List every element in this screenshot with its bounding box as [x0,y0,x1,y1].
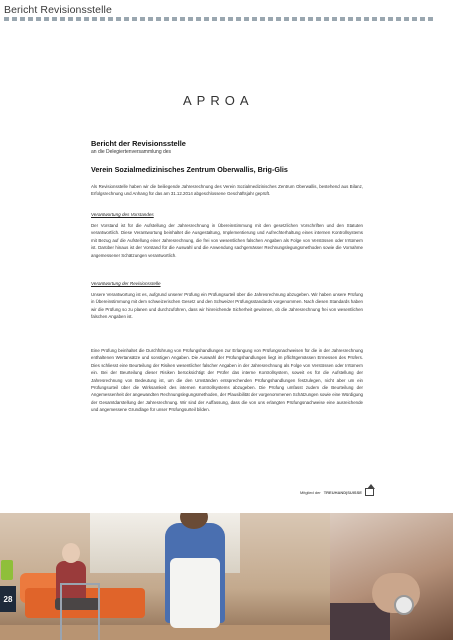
revision-paragraph-2: Eine Prüfung beinhaltet die Durchführung von Prüfungshandlungen zur Erlangung von Prüfungsnachweisen für die in der Jahresrechnung enthaltenen Wertansätze und sonstigen Angaben. Die Auswahl der Prüfungshandlungen liegt im pflichtgemässen Ermessen des Prüfers. Dies schliesst eine Beurteilung der Risiken wesentlicher falscher Angaben in der Jahresrechnung als Folge von Verstössen oder Irrtümern ein. Bei der Beurteilung dieser Risiken berücksichtigt der Prüfer das interne Kontrollsystem, soweit es für die Aufstellung der Jahresrechnung von Bedeutung ist, um die den Umständen entsprechenden Prüfungshandlungen festzulegen, nicht aber um ein Prüfungsurteil über die Wirksamkeit des internen Kontrollsystems abzugeben. Die Prüfung umfasst zudem die Beurteilung der Angemessenheit der angewandten Rechnungslegungsmethoden, der Plausibilität der vorgenommenen Schätzungen sowie eine Würdigung der Gesamtdarstellung der Jahresrechnung. Wir sind der Auffassung, dass die von uns erlangten Prüfungsnachweise eine ausreichende und angemessene Grundlage für unser Prüfungsurteil bilden. [91,348,363,413]
divider-dash [300,17,305,21]
divider-dash [76,17,81,21]
page-header-title: Bericht Revisionsstelle [4,4,112,16]
divider-dash [316,17,321,21]
membership-brand: TREUHAND|SUISSE [323,489,362,495]
divider-dash [204,17,209,21]
divider-dash [332,17,337,21]
divider-dash [44,17,49,21]
divider-dash [364,17,369,21]
divider-dash [28,17,33,21]
divider-dash [428,17,433,21]
divider-dash [92,17,97,21]
divider-dash [124,17,129,21]
divider-dash [284,17,289,21]
divider-dash [340,17,345,21]
walker [60,583,100,640]
intro-paragraph: Als Revisionsstelle haben wir die beiliegende Jahresrechnung des Verein Sozialmedizinisches Zentrum Oberwallis, bestehend aus Bilanz, Erfolgsrechnung und Anhang für das am 31.12.2014 abgeschlossene Geschäftsjahr geprüft. [91,184,363,197]
divider-dash [20,17,25,21]
divider-dash [372,17,377,21]
seated-person-head [62,543,80,563]
divider-dash [252,17,257,21]
section-heading-revisionsstelle: Verantwortung der Revisionsstelle [91,281,161,286]
divider-dash [412,17,417,21]
revision-paragraph-1: Unsere Verantwortung ist es, aufgrund unserer Prüfung ein Prüfungsurteil über die Jahresrechnung abzugeben. Wir haben unsere Prüfung in Übereinstimmung mit dem schweizerischen Gesetz und den Schweizer Prüfungsstandards vorgenommen. Nach diesen Standards haben wir die Prüfung so zu planen und durchzuführen, dass wir hinreichende Sicherheit gewinnen, ob die Jahresrechnung frei von wesentlichen falschen Angaben ist. [91,292,363,320]
divider-dash [164,17,169,21]
divider-dash [228,17,233,21]
divider-dash [380,17,385,21]
divider-dash [60,17,65,21]
divider-dash [132,17,137,21]
divider-dash [244,17,249,21]
header-divider [4,17,436,21]
divider-dash [260,17,265,21]
divider-dash [84,17,89,21]
care-worker-apron [170,558,220,628]
divider-dash [396,17,401,21]
membership-note [300,488,374,496]
house-logo-icon [365,488,374,496]
divider-dash [196,17,201,21]
divider-dash [220,17,225,21]
pocket-watch-icon [394,595,414,615]
divider-dash [404,17,409,21]
divider-dash [148,17,153,21]
divider-dash [268,17,273,21]
divider-dash [388,17,393,21]
divider-dash [4,17,9,21]
divider-dash [68,17,73,21]
vorstand-paragraph: Der Vorstand ist für die Aufstellung der Jahresrechnung in Übereinstimmung mit den gesetzlichen Vorschriften und den Statuten verantwortlich. Diese Verantwortung beinhaltet die Ausgestaltung, Implementierung und Aufrechterhaltung eines internen Kontrollsystems mit Bezug auf die Aufstellung einer Jahresrechnung, die frei von wesentlichen falschen Angaben als Folge von Verstössen oder Irrtümern ist. Darüber hinaus ist der Vorstand für die Auswahl und die Anwendung sachgemässer Rechnungslegungsmethoden sowie die Vornahme angemessener Schätzungen verantwortlich. [91,223,363,258]
report-title: Bericht der Revisionsstelle [91,139,186,148]
divider-dash [108,17,113,21]
divider-dash [36,17,41,21]
membership-label: Mitglied der [300,489,321,495]
report-subtitle: an die Delegiertenversammlung des [91,149,172,155]
divider-dash [348,17,353,21]
divider-dash [308,17,313,21]
floor [0,625,330,640]
aproa-logo: APROA [183,93,254,108]
divider-dash [100,17,105,21]
divider-dash [116,17,121,21]
divider-dash [180,17,185,21]
photo-strip [0,513,453,640]
section-heading-vorstand: Verantwortung des Vorstandes [91,212,154,217]
divider-dash [172,17,177,21]
divider-dash [292,17,297,21]
divider-dash [212,17,217,21]
divider-dash [12,17,17,21]
accent-mark [1,560,13,580]
divider-dash [156,17,161,21]
report-organization: Verein Sozialmedizinisches Zentrum Oberwallis, Brig-Glis [91,165,288,174]
divider-dash [324,17,329,21]
divider-dash [420,17,425,21]
care-photo [0,513,330,640]
divider-dash [276,17,281,21]
divider-dash [52,17,57,21]
divider-dash [140,17,145,21]
divider-dash [356,17,361,21]
divider-dash [188,17,193,21]
page-number: 28 [0,586,16,612]
divider-dash [236,17,241,21]
